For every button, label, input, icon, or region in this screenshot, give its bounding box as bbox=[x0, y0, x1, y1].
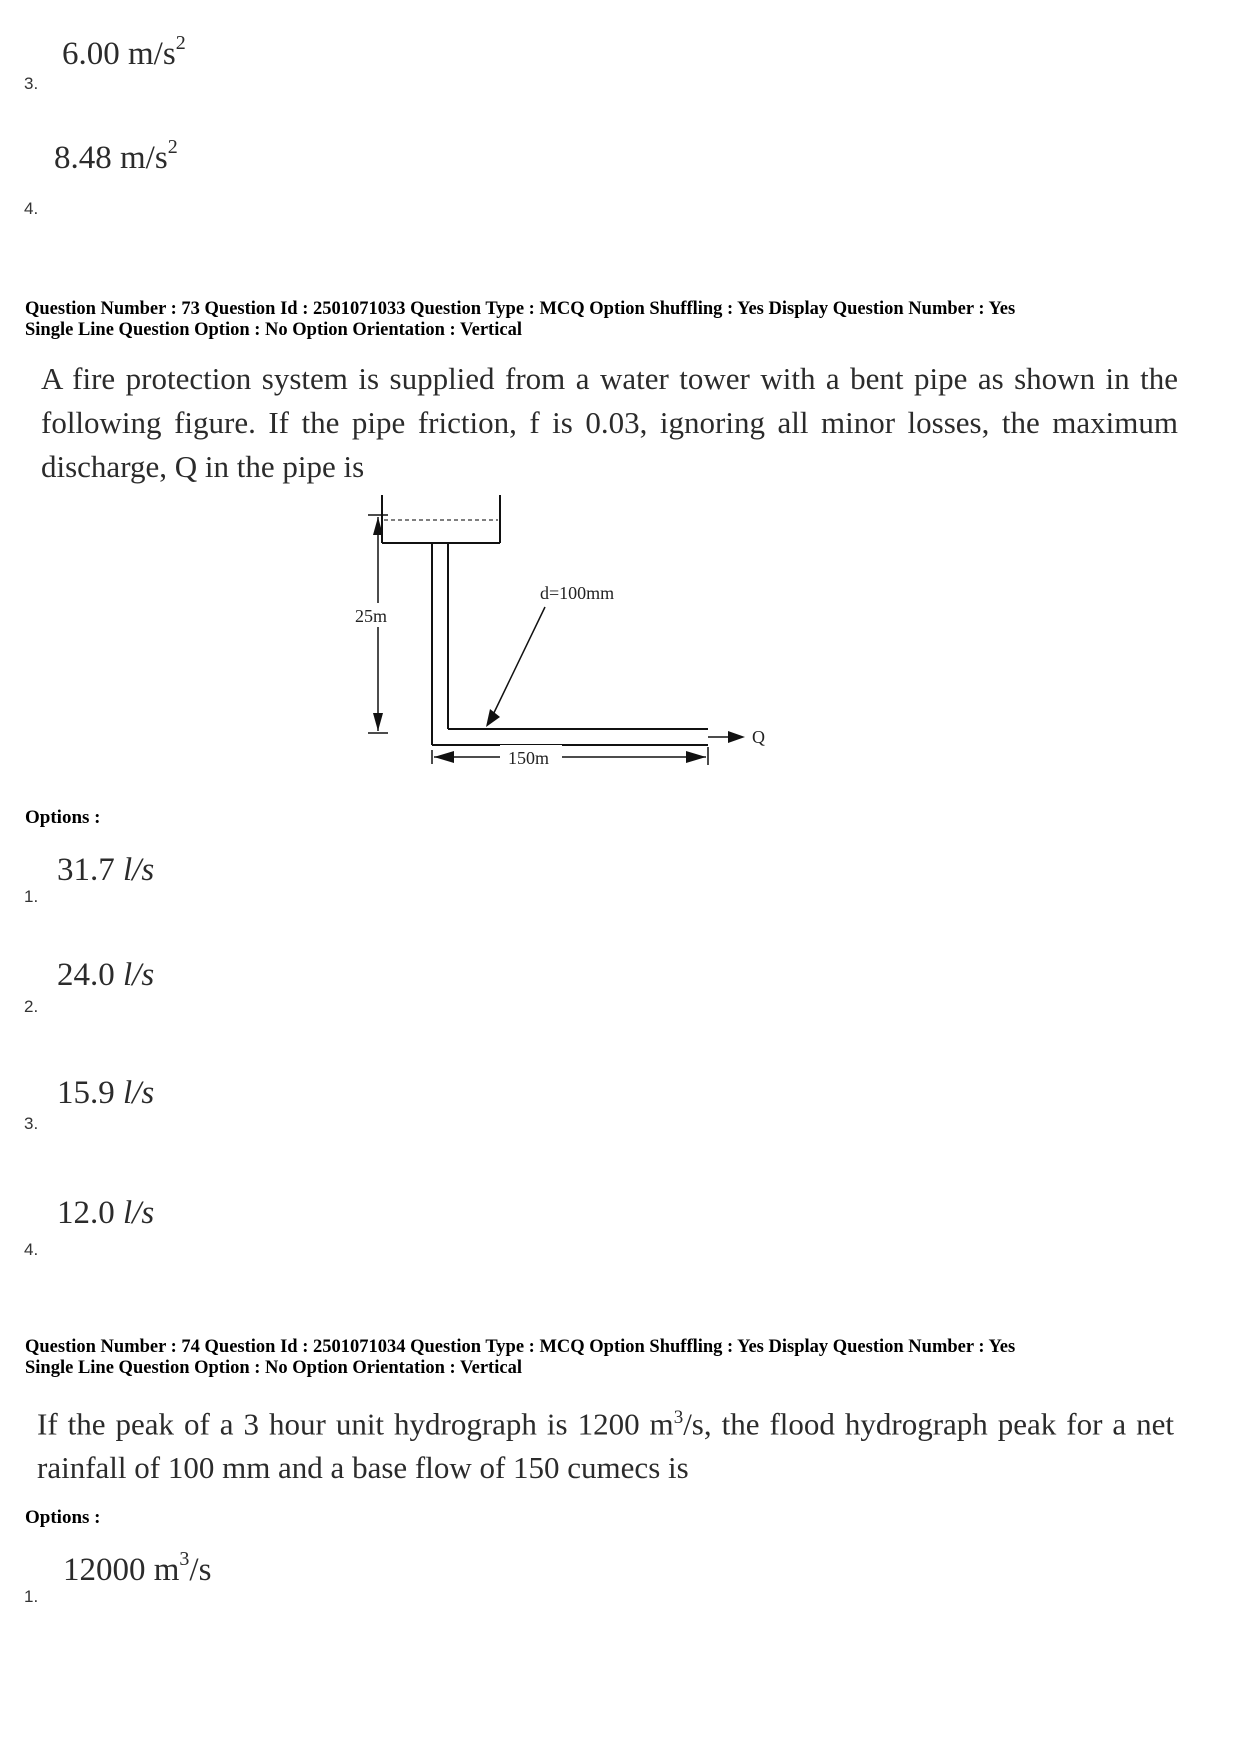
length-label: 150m bbox=[508, 748, 550, 768]
water-tank bbox=[382, 495, 500, 543]
option-text: 6.00 m/s bbox=[62, 36, 176, 72]
question-text: A fire protection system is supplied from a water tower with a bent pipe as shown in the following figure. If the pipe friction, f is 0.03, ignoring all minor losses, the maximum discharge, Q in the pipe is bbox=[41, 361, 1178, 484]
flow-arrow bbox=[708, 731, 745, 743]
option-text: 8.48 m/s bbox=[54, 140, 168, 176]
option-superscript: 2 bbox=[167, 136, 178, 158]
flow-label: Q bbox=[752, 727, 765, 747]
height-label: 25m bbox=[355, 606, 388, 626]
pipe-figure bbox=[340, 495, 790, 785]
question-text-part1: If the peak of a 3 hour unit hydrograph is 1200 m bbox=[37, 1406, 674, 1442]
option-value bbox=[57, 957, 154, 994]
option-number: 1. bbox=[24, 887, 39, 906]
option-value bbox=[62, 32, 186, 73]
option-unit: l/s bbox=[123, 957, 155, 993]
option-unit: l/s bbox=[123, 1195, 155, 1231]
option-unit: l/s bbox=[123, 852, 155, 888]
option-value bbox=[63, 1548, 212, 1589]
options-label: Options : bbox=[25, 807, 101, 828]
option-suffix: /s bbox=[189, 1552, 212, 1588]
question-text-superscript: 3 bbox=[673, 1407, 684, 1428]
question-meta-line1: Question Number : 73 Question Id : 2501071033 Question Type : MCQ Option Shuffling : Yes Display Question Number : Yes bbox=[25, 299, 1016, 319]
option-value bbox=[57, 852, 154, 889]
option-number: 3. bbox=[24, 1114, 39, 1133]
option-unit: l/s bbox=[123, 1075, 155, 1111]
question-meta-line2: Single Line Question Option : No Option Orientation : Vertical bbox=[25, 1358, 522, 1378]
question-meta-line1: Question Number : 74 Question Id : 2501071034 Question Type : MCQ Option Shuffling : Yes Display Question Number : Yes bbox=[25, 1337, 1016, 1357]
option-number: 1. bbox=[24, 1587, 39, 1606]
diameter-label: d=100mm bbox=[540, 583, 615, 603]
options-label: Options : bbox=[25, 1507, 101, 1528]
option-text: 15.9 bbox=[57, 1075, 123, 1111]
option-value bbox=[57, 1075, 154, 1112]
option-number: 3. bbox=[24, 74, 39, 93]
question-meta-line2: Single Line Question Option : No Option Orientation : Vertical bbox=[25, 320, 522, 340]
option-text: 31.7 bbox=[57, 852, 123, 888]
diameter-leader bbox=[486, 607, 545, 727]
option-text: 24.0 bbox=[57, 957, 123, 993]
option-superscript: 3 bbox=[179, 1548, 190, 1570]
option-number: 4. bbox=[24, 1240, 39, 1259]
option-value bbox=[57, 1195, 154, 1232]
option-value bbox=[54, 136, 178, 177]
option-text: 12.0 bbox=[57, 1195, 123, 1231]
option-number: 2. bbox=[24, 997, 39, 1016]
length-dimension bbox=[432, 745, 708, 769]
option-number: 4. bbox=[24, 199, 39, 218]
question-text-part2: /s, the flood hydrograph peak for a net rainfall of 100 mm and a base flow of 150 cumecs is bbox=[37, 1406, 1175, 1486]
question-text bbox=[37, 1396, 1174, 1490]
option-superscript: 2 bbox=[175, 32, 186, 54]
option-text: 12000 m bbox=[63, 1552, 180, 1588]
bent-pipe bbox=[432, 543, 708, 745]
